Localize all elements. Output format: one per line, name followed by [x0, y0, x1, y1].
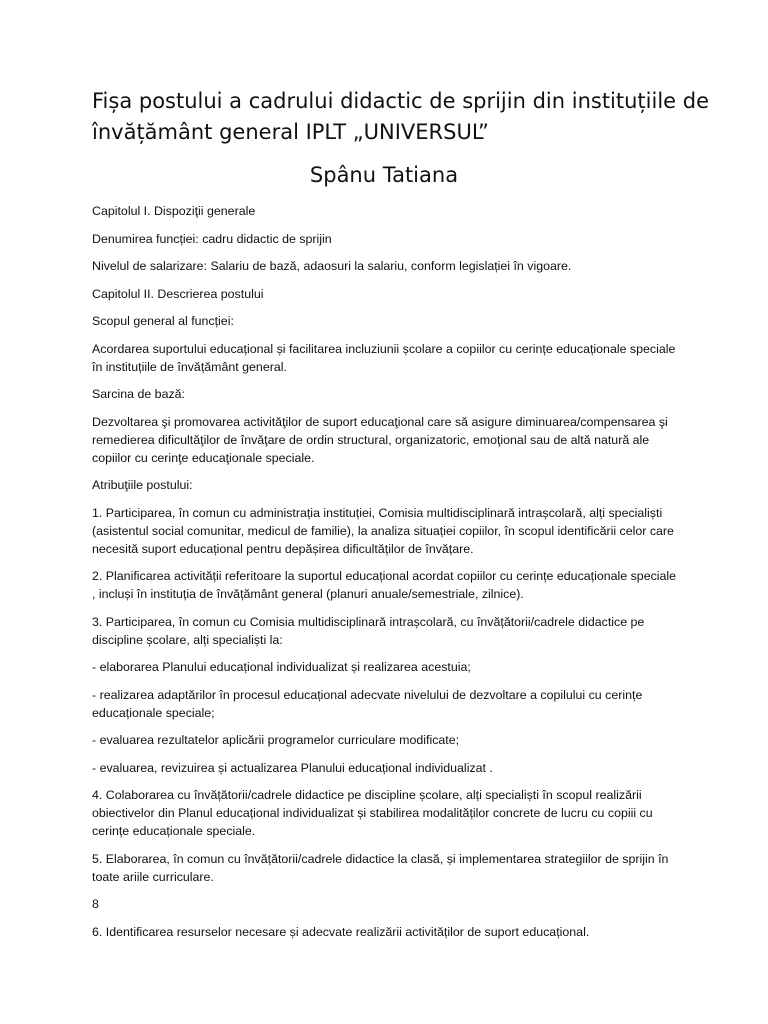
numbered-item: 5. Elaborarea, în comun cu învățătorii/cadrele didactice la clasă, și implementarea strategiilor de sprijin în toate ariile curriculare.: [92, 851, 669, 884]
numbered-item: 6. Identificarea resurselor necesare și adecvate realizării activităților de suport educațional.: [92, 924, 590, 939]
section-label: Scopul general al funcției:: [92, 314, 234, 328]
numbered-item: 3. Participarea, în comun cu Comisia multidisciplinară intrașcolară, cu învățătorii/cadrele didactice pe discipline școlare, alți specialiști la:: [92, 614, 645, 647]
paragraph: Acordarea suportului educațional și facilitarea incluziunii școlare a copiilor cu cerințe educaționale speciale în instituțiile de învățământ general.: [92, 341, 676, 374]
author-name: Spânu Tatiana: [309, 163, 459, 187]
numbered-item: 1. Participarea, în comun cu administrația instituției, Comisia multidisciplinară intrașcolară, alți specialiști (asistentul social comunitar, medicul de familie), la analiza situației copiilor, în scopul identificării celor care necesită suport educațional pentru depășirea dificultăților de învățare.: [92, 505, 674, 556]
chapter-heading: Capitolul I. Dispoziţii generale: [92, 204, 256, 218]
chapter-heading: Capitolul II. Descrierea postului: [92, 286, 264, 301]
section-label: Sarcina de bază:: [92, 387, 185, 401]
page-number: 8: [92, 897, 99, 911]
bullet-item: - realizarea adaptărilor în procesul educațional adecvate nivelului de dezvoltare a copilului cu cerințe educaționale speciale;: [92, 687, 643, 720]
document-body: [92, 202, 682, 950]
paragraph: Nivelul de salarizare: Salariu de bază, adaosuri la salariu, conform legislației în vigoare.: [92, 259, 572, 273]
document-title: Fișa postului a cadrului didactic de sprijin din instituțiile de învățământ general IPLT „UNIVERSUL”: [92, 89, 710, 144]
bullet-item: - evaluarea rezultatelor aplicării programelor curriculare modificate;: [92, 733, 460, 747]
bullet-item: - evaluarea, revizuirea și actualizarea Planului educațional individualizat .: [92, 760, 493, 775]
bullet-item: - elaborarea Planului educațional individualizat și realizarea acestuia;: [92, 660, 471, 674]
numbered-item: 4. Colaborarea cu învățătorii/cadrele didactice pe discipline școlare, alți specialiști în scopul realizării obiectivelor din Planul educațional individualizat și stabilirea modalităților concrete de lucru cu copiii cu cerințe educaționale speciale.: [92, 788, 653, 838]
paragraph: Denumirea funcției: cadru didactic de sprijin: [92, 231, 332, 246]
paragraph: Dezvoltarea şi promovarea activităţilor de suport educaţional care să asigure diminuarea/compensarea şi remedierea dificultăţilor de învăţare de ordin structural, organizatoric, emoţional sau de altă natură ale copiilor cu cerinţe educaţionale speciale.: [92, 414, 668, 465]
numbered-item: 2. Planificarea activității referitoare la suportul educațional acordat copiilor cu cerințe educaționale speciale , incluși în instituția de învățământ general (planuri anuale/semestriale, zilnice).: [92, 569, 677, 601]
section-label: Atribuţiile postului:: [92, 478, 193, 492]
